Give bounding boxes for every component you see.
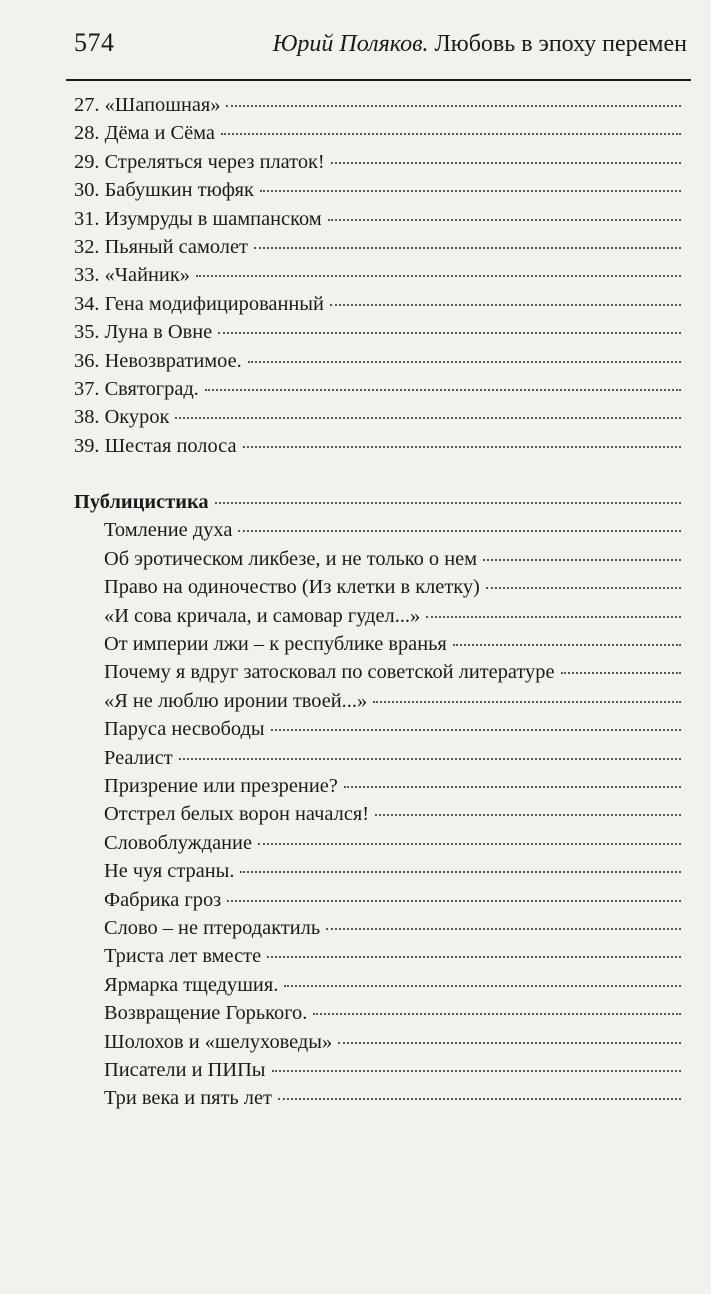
toc-entry-title: 28. Дёма и Сёма — [74, 122, 215, 145]
running-title — [273, 31, 687, 58]
toc-entry-title: Три века и пять лет — [104, 1087, 272, 1110]
toc-entry-title: 31. Изумруды в шампанском — [74, 207, 322, 230]
toc-entry-title: Шолохов и «шелуховеды» — [104, 1030, 333, 1053]
toc-entry-title: Не чуя страны. — [104, 860, 235, 883]
toc-entry-title: 30. Бабушкин тюфяк — [74, 179, 254, 202]
toc-entry-title: Отстрел белых ворон начался! — [104, 803, 370, 826]
toc-entry-title: 35. Луна в Овне — [74, 321, 213, 344]
toc-entry-title: 32. Пьяный самолет — [74, 235, 248, 258]
toc-entry-title: 37. Святоград. — [74, 377, 199, 400]
page-number: 574 — [74, 28, 115, 57]
toc-entry-title: Призрение или презрение? — [104, 774, 338, 797]
toc-entry-title: 34. Гена модифицированный — [74, 292, 324, 315]
toc-entry-page — [74, 94, 711, 1294]
page-header — [74, 28, 687, 68]
toc-entry-title: Об эротическом ликбезе, и не только о нем — [104, 547, 478, 570]
toc-entry-title: 29. Стреляться через платок! — [74, 150, 325, 173]
toc-entry-title: Право на одиночество (Из клетки в клетку) — [104, 576, 480, 599]
toc-entry-title: 33. «Чайник» — [74, 264, 190, 287]
toc-entry-title: «И сова кричала, и самовар гудел...» — [104, 604, 421, 627]
toc-entry-title: 38. Окурок — [74, 406, 170, 429]
header-rule — [66, 79, 691, 81]
toc-entry-title: Томление духа — [104, 519, 233, 542]
running-title-author: Юрий Поляков. — [272, 31, 429, 57]
toc-entry-title: Писатели и ПИПы — [104, 1058, 266, 1081]
toc-entry-title: Паруса несвободы — [104, 718, 265, 741]
toc-entry-title: Почему я вдруг затосковал по советской литературе — [104, 661, 555, 684]
toc-entry-title: 39. Шестая полоса — [74, 434, 237, 457]
toc-entry-title: Реалист — [104, 746, 173, 769]
toc-entry-title: 36. Невозвратимое. — [74, 349, 242, 372]
toc-entry-title: От империи лжи – к республике вранья — [104, 633, 447, 656]
toc-entry-title: Возвращение Горького. — [104, 1002, 308, 1025]
toc-entry-title: Ярмарка тщедушия. — [104, 973, 279, 996]
table-of-contents — [74, 94, 687, 1116]
toc-entry-title: Триста лет вместе — [104, 945, 262, 968]
running-title-book: Любовь в эпоху перемен — [434, 31, 687, 57]
toc-entry-title: 27. «Шапошная» — [74, 94, 221, 116]
toc-entry — [74, 1087, 687, 1115]
toc-section-title: Публицистика — [74, 491, 209, 514]
toc-entry-title: Словоблуждание — [104, 831, 253, 854]
toc-entry-title: Слово – не птеродактиль — [104, 916, 321, 939]
toc-entry-title: Фабрика гроз — [104, 888, 222, 911]
toc-entry-title: «Я не люблю иронии твоей...» — [104, 689, 368, 712]
